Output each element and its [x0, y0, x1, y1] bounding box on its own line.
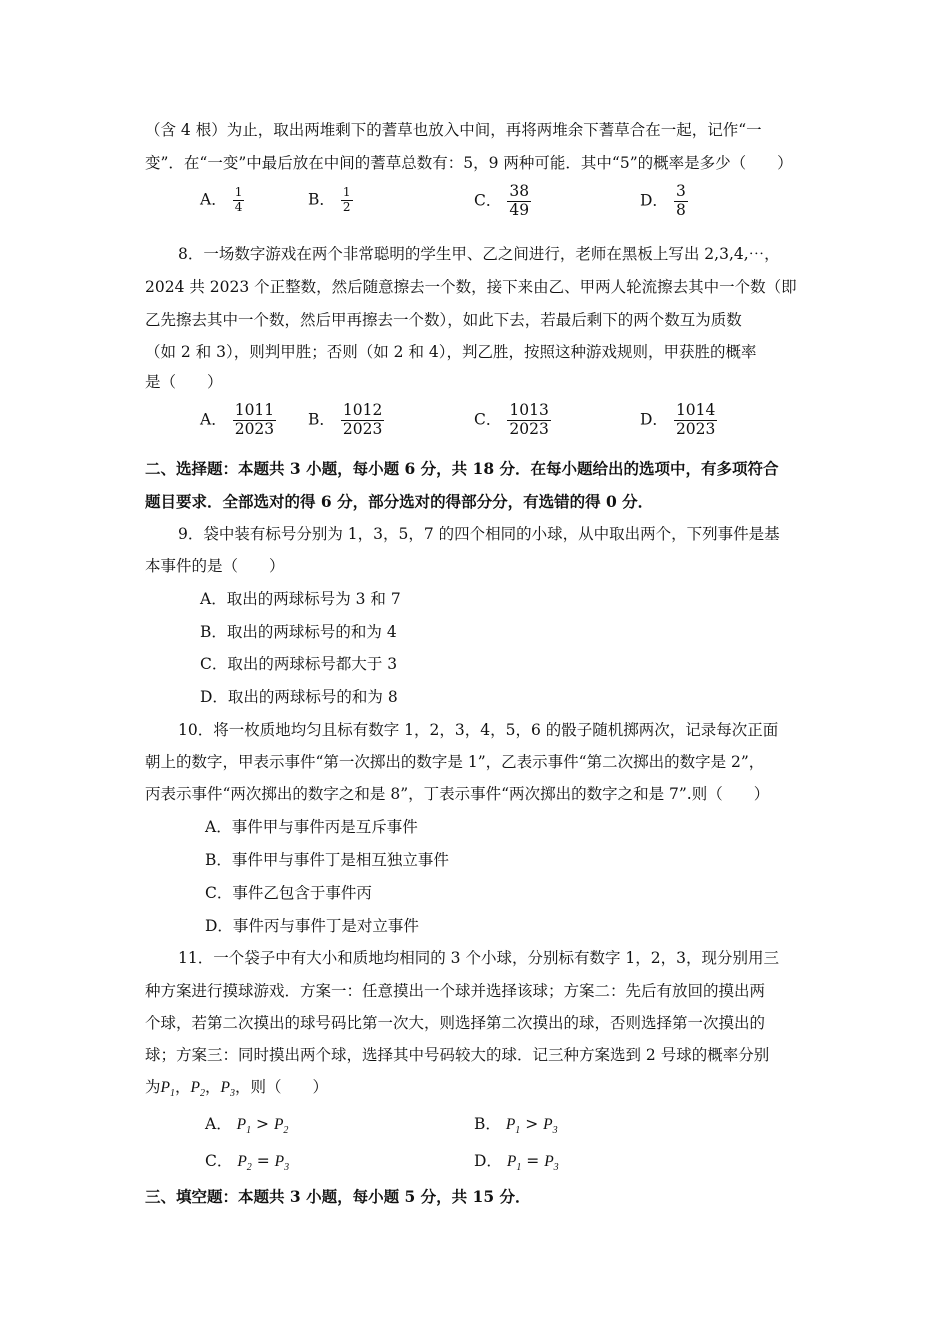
q11-option-c[interactable]: C． $P_2 = P_3$	[205, 1152, 290, 1174]
section2-heading: 题目要求．全部选对的得 6 分，部分选对的得部分分，有选错的得 0 分．	[145, 492, 654, 511]
q10-text-line: 朝上的数字，甲表示事件“第一次掷出的数字是 1”，乙表示事件“第二次掷出的数字是 2”，	[145, 753, 765, 771]
q9-option-d[interactable]: D．取出的两球标号的和为 8	[200, 688, 398, 706]
q8-option-d[interactable]: D． $\frac{1014}{2023}$	[640, 401, 716, 438]
q8-text-line: 2024 共 2023 个正整数，然后随意擦去一个数，接下来由乙、甲两人轮流擦去其中一个数（即	[145, 278, 797, 296]
q11-option-b[interactable]: B． $P_1 > P_3$	[474, 1115, 558, 1137]
var-p3: $P_3$	[220, 1079, 235, 1100]
q8-text-line: （如 2 和 3），则判甲胜；否则（如 2 和 4），判乙胜，按照这种游戏规则，甲获胜的概率	[145, 343, 757, 361]
q8-text-line: 乙先擦去其中一个数，然后甲再擦去一个数），如此下去，若最后剩下的两个数互为质数	[145, 311, 742, 329]
q11-text-line: 为$P_1$，$P_2$，$P_3$，则（ ）	[145, 1078, 328, 1100]
q11-text-line: 个球，若第二次摸出的球号码比第一次大，则选择第二次摸出的球，否则选择第一次摸出的	[145, 1014, 766, 1032]
q8-option-b[interactable]: B． $\frac{1012}{2023}$	[308, 401, 383, 438]
q7-option-b[interactable]: B． $\frac{1}{2}$	[308, 185, 351, 214]
var-p2: $P_2$	[190, 1079, 205, 1100]
q11-text-line: 种方案进行摸球游戏．方案一：任意摸出一个球并选择该球；方案二：先后有放回的摸出两	[145, 982, 766, 1000]
section2-heading: 二、选择题：本题共 3 小题，每小题 6 分，共 18 分．在每小题给出的选项中，有多项符合	[145, 459, 779, 478]
q9-text-line: 9．袋中装有标号分别为 1，3，5，7 的四个相同的小球，从中取出两个，下列事件是基	[178, 525, 780, 543]
q8-option-c[interactable]: C． $\frac{1013}{2023}$	[474, 401, 549, 438]
q9-option-a[interactable]: A．取出的两球标号为 3 和 7	[200, 590, 401, 608]
q11-option-d[interactable]: D． $P_1 = P_3$	[474, 1152, 559, 1174]
q10-text-line: 丙表示事件“两次掷出的数字之和是 8”，丁表示事件“两次掷出的数字之和是 7”.则（ ）	[145, 785, 770, 803]
q9-option-b[interactable]: B．取出的两球标号的和为 4	[200, 623, 397, 641]
var-p1: $P_1$	[160, 1079, 175, 1100]
q7-option-c[interactable]: C． $\frac{38}{49}$	[474, 182, 530, 219]
q10-option-a[interactable]: A．事件甲与事件丙是互斥事件	[205, 818, 418, 836]
section3-heading: 三、填空题：本题共 3 小题，每小题 5 分，共 15 分．	[145, 1187, 531, 1206]
q7-text-line: （含 4 根）为止，取出两堆剩下的蓍草也放入中间，再将两堆余下蓍草合在一起，记作“一	[145, 121, 762, 139]
q7-text-line: 变”．在“一变”中最后放在中间的蓍草总数有：5，9 两种可能．其中“5”的概率是多少（ ）	[145, 154, 793, 172]
q9-option-c[interactable]: C．取出的两球标号都大于 3	[200, 655, 398, 673]
q7-option-d[interactable]: D． $\frac{3}{8}$	[640, 182, 686, 219]
q10-option-d[interactable]: D．事件丙与事件丁是对立事件	[205, 917, 419, 935]
q10-option-b[interactable]: B．事件甲与事件丁是相互独立事件	[205, 851, 449, 869]
q8-text-line: 是（ ）	[145, 373, 223, 391]
q10-option-c[interactable]: C．事件乙包含于事件丙	[205, 884, 372, 902]
q8-text-line: 8．一场数字游戏在两个非常聪明的学生甲、乙之间进行，老师在黑板上写出 2,3,4,⋯，	[178, 245, 780, 263]
q8-option-a[interactable]: A． $\frac{1011}{2023}$	[200, 401, 275, 438]
q9-text-line: 本事件的是（ ）	[145, 557, 285, 575]
q11-option-a[interactable]: A． $P_1 > P_2$	[205, 1115, 289, 1137]
q11-text-line: 11．一个袋子中有大小和质地均相同的 3 个小球，分别标有数字 1，2，3，现分别用三	[178, 949, 779, 967]
q10-text-line: 10．将一枚质地均匀且标有数字 1，2，3，4，5，6 的骰子随机掷两次，记录每次正面	[178, 721, 779, 739]
q7-option-a[interactable]: A． $\frac{1}{4}$	[200, 185, 243, 214]
q11-text-line: 球；方案三：同时摸出两个球，选择其中号码较大的球．记三种方案选到 2 号球的概率分别	[145, 1046, 770, 1064]
